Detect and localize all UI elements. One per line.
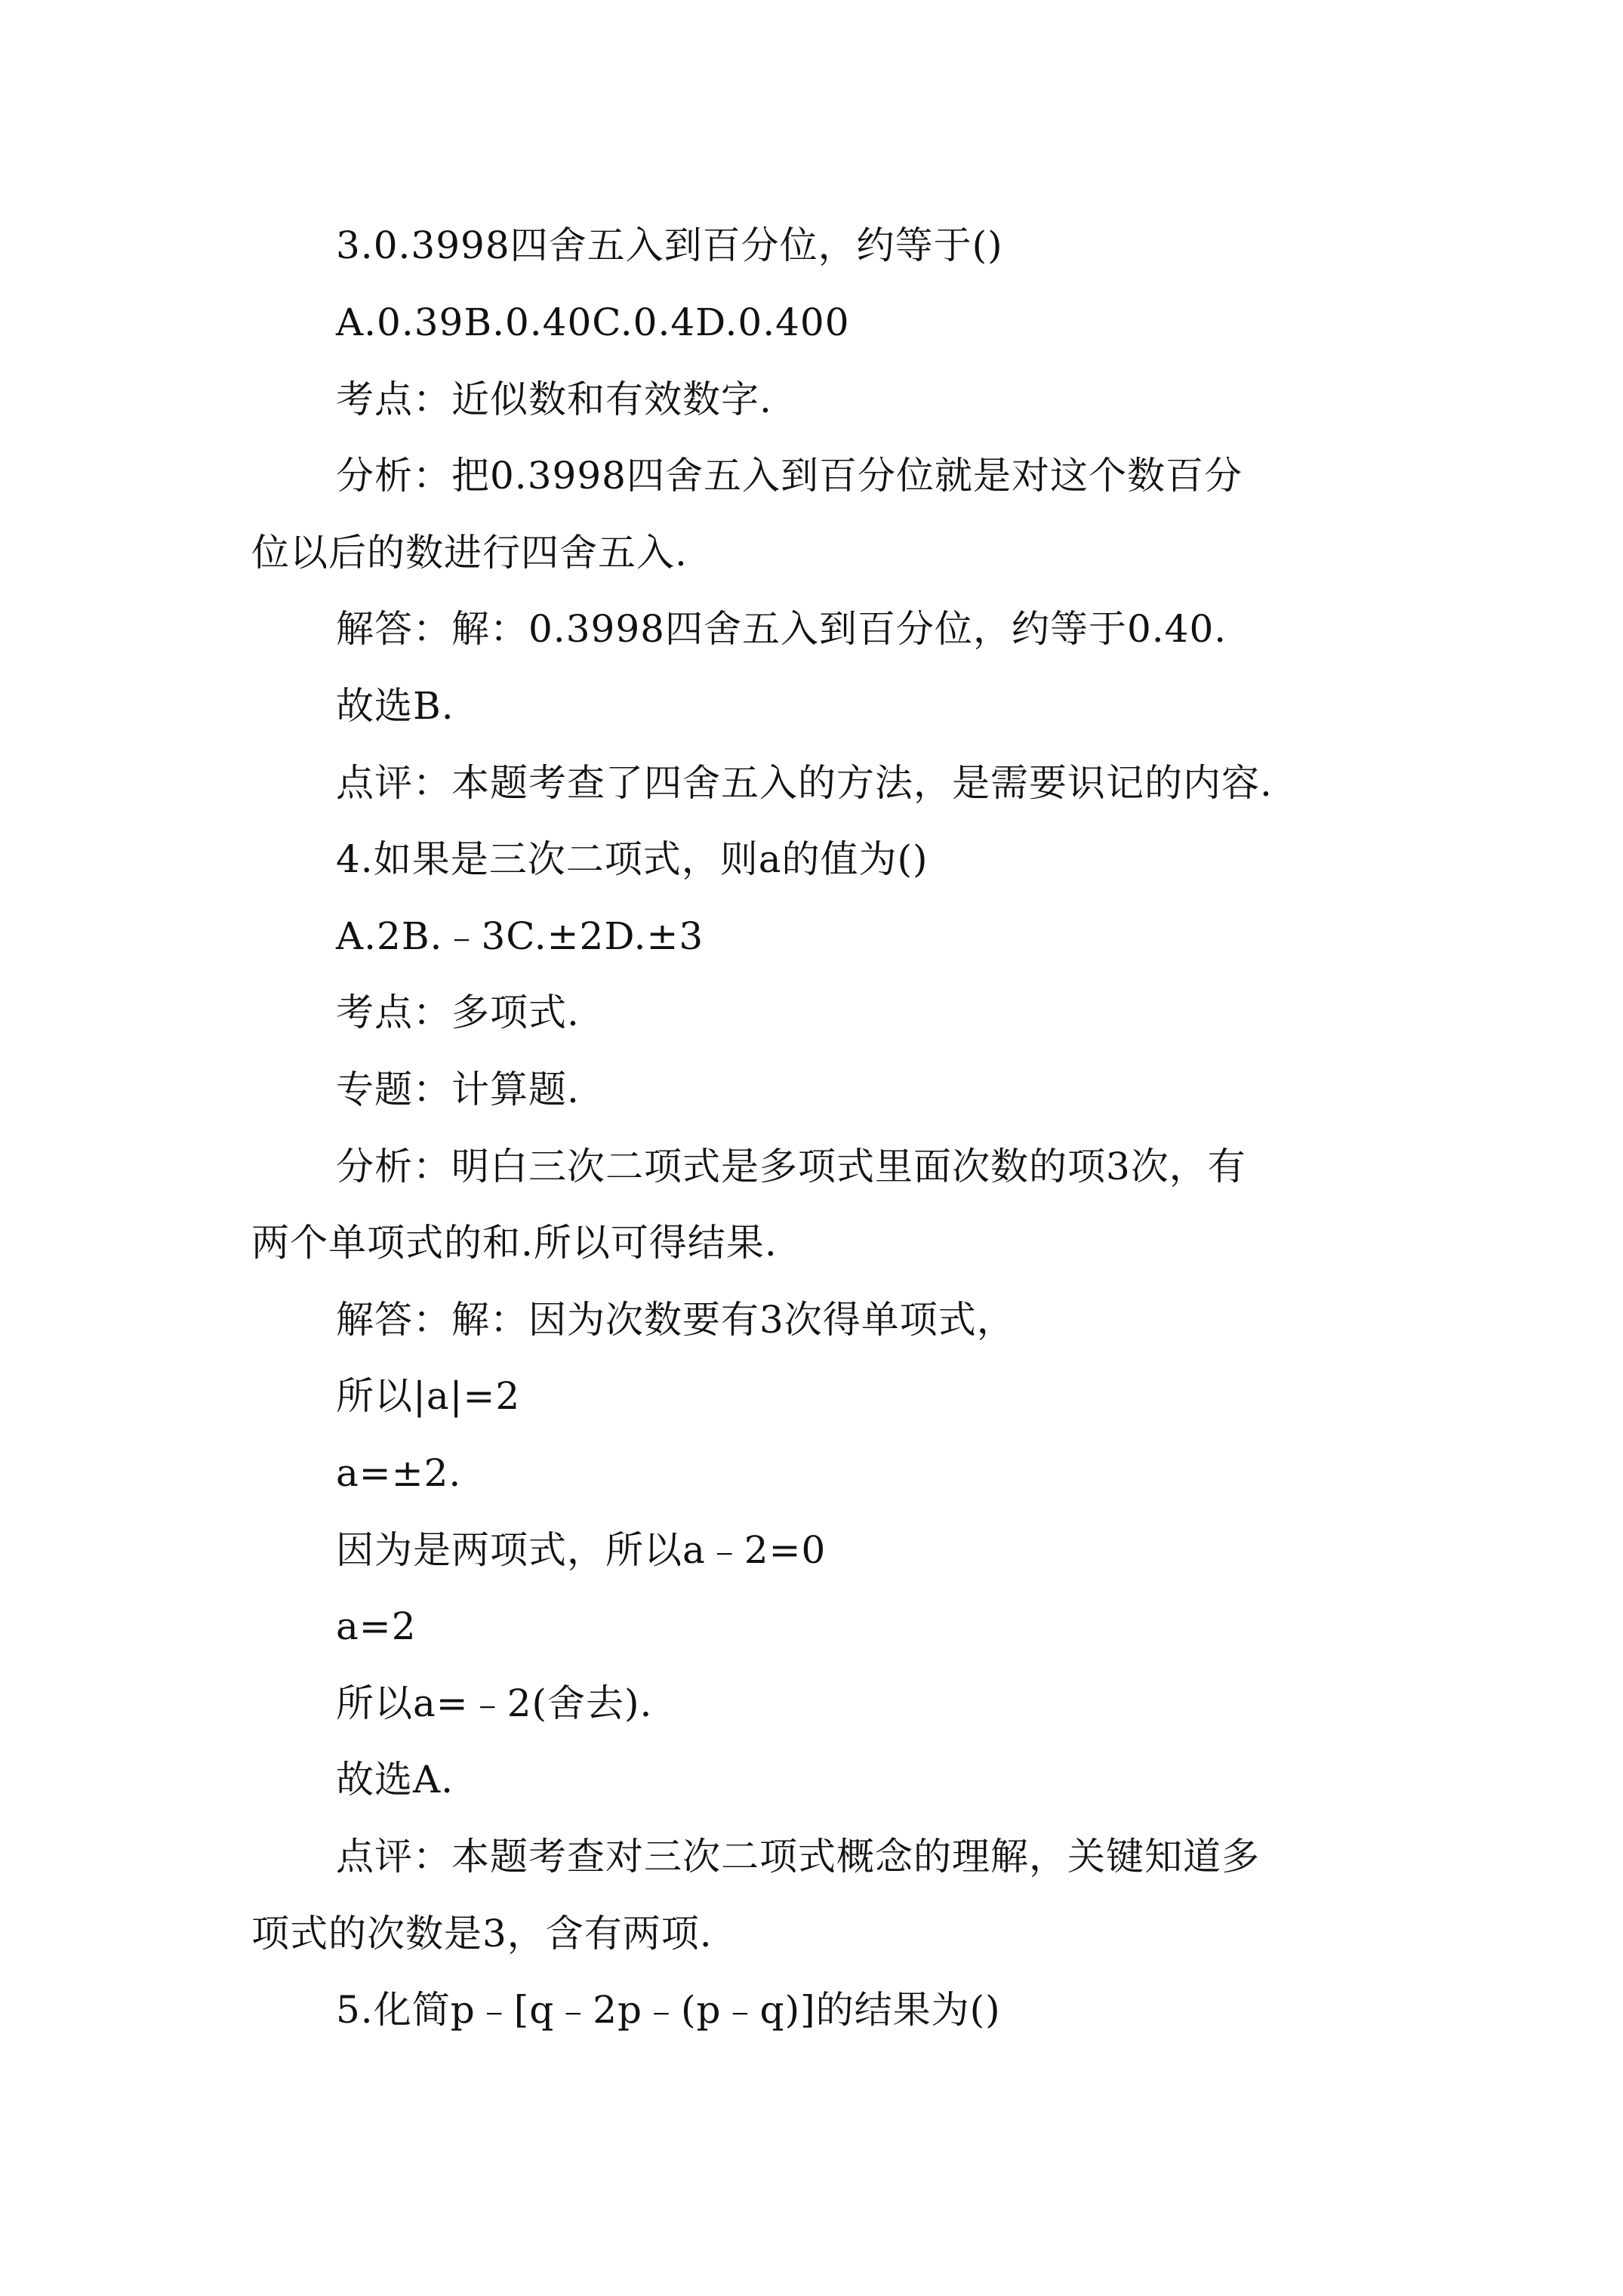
question-4-analysis: 分析：明白三次二项式是多项式里面次数的项3次，有 bbox=[336, 1145, 1246, 1188]
question-3-analysis-continued: 位以后的数进行四舍五入. bbox=[251, 531, 688, 575]
question-4-solution: 解答：解：因为次数要有3次得单项式， bbox=[336, 1298, 1015, 1342]
question-4-comment-continued: 项式的次数是3，含有两项. bbox=[251, 1912, 713, 1955]
question-4-solution-step: 所以|a|=2 bbox=[336, 1374, 521, 1418]
question-3-comment: 点评：本题考查了四舍五入的方法，是需要识记的内容. bbox=[336, 761, 1273, 805]
question-4-options: A.2B.﹣3C.±2D.±3 bbox=[336, 914, 704, 958]
question-3-key-point: 考点：近似数和有效数字. bbox=[336, 378, 772, 421]
question-4-solution-step: a=±2. bbox=[336, 1451, 462, 1495]
question-4-comment: 点评：本题考查对三次二项式概念的理解，关键知道多 bbox=[336, 1835, 1260, 1878]
question-3-answer: 故选B. bbox=[336, 684, 454, 728]
question-4-answer: 故选A. bbox=[336, 1758, 454, 1801]
question-5-stem: 5.化简p﹣[q﹣2p﹣(p﹣q)]的结果为() bbox=[336, 1988, 1001, 2032]
question-4-analysis-continued: 两个单项式的和.所以可得结果. bbox=[251, 1221, 778, 1265]
question-4-solution-step: 因为是两项式，所以a﹣2=0 bbox=[336, 1528, 827, 1572]
question-3-stem: 3.0.3998四舍五入到百分位，约等于() bbox=[336, 223, 1003, 267]
question-3-options: A.0.39B.0.40C.0.4D.0.400 bbox=[336, 300, 850, 344]
question-4-solution-step: 所以a=﹣2(舍去). bbox=[336, 1681, 653, 1725]
question-4-stem: 4.如果是三次二项式，则a的值为() bbox=[336, 837, 929, 881]
question-4-solution-step: a=2 bbox=[336, 1604, 417, 1648]
question-3-solution: 解答：解：0.3998四舍五入到百分位，约等于0.40. bbox=[336, 607, 1227, 651]
question-3-analysis: 分析：把0.3998四舍五入到百分位就是对这个数百分 bbox=[336, 454, 1243, 498]
question-4-key-point: 考点：多项式. bbox=[336, 991, 580, 1034]
question-4-topic: 专题：计算题. bbox=[336, 1068, 580, 1111]
